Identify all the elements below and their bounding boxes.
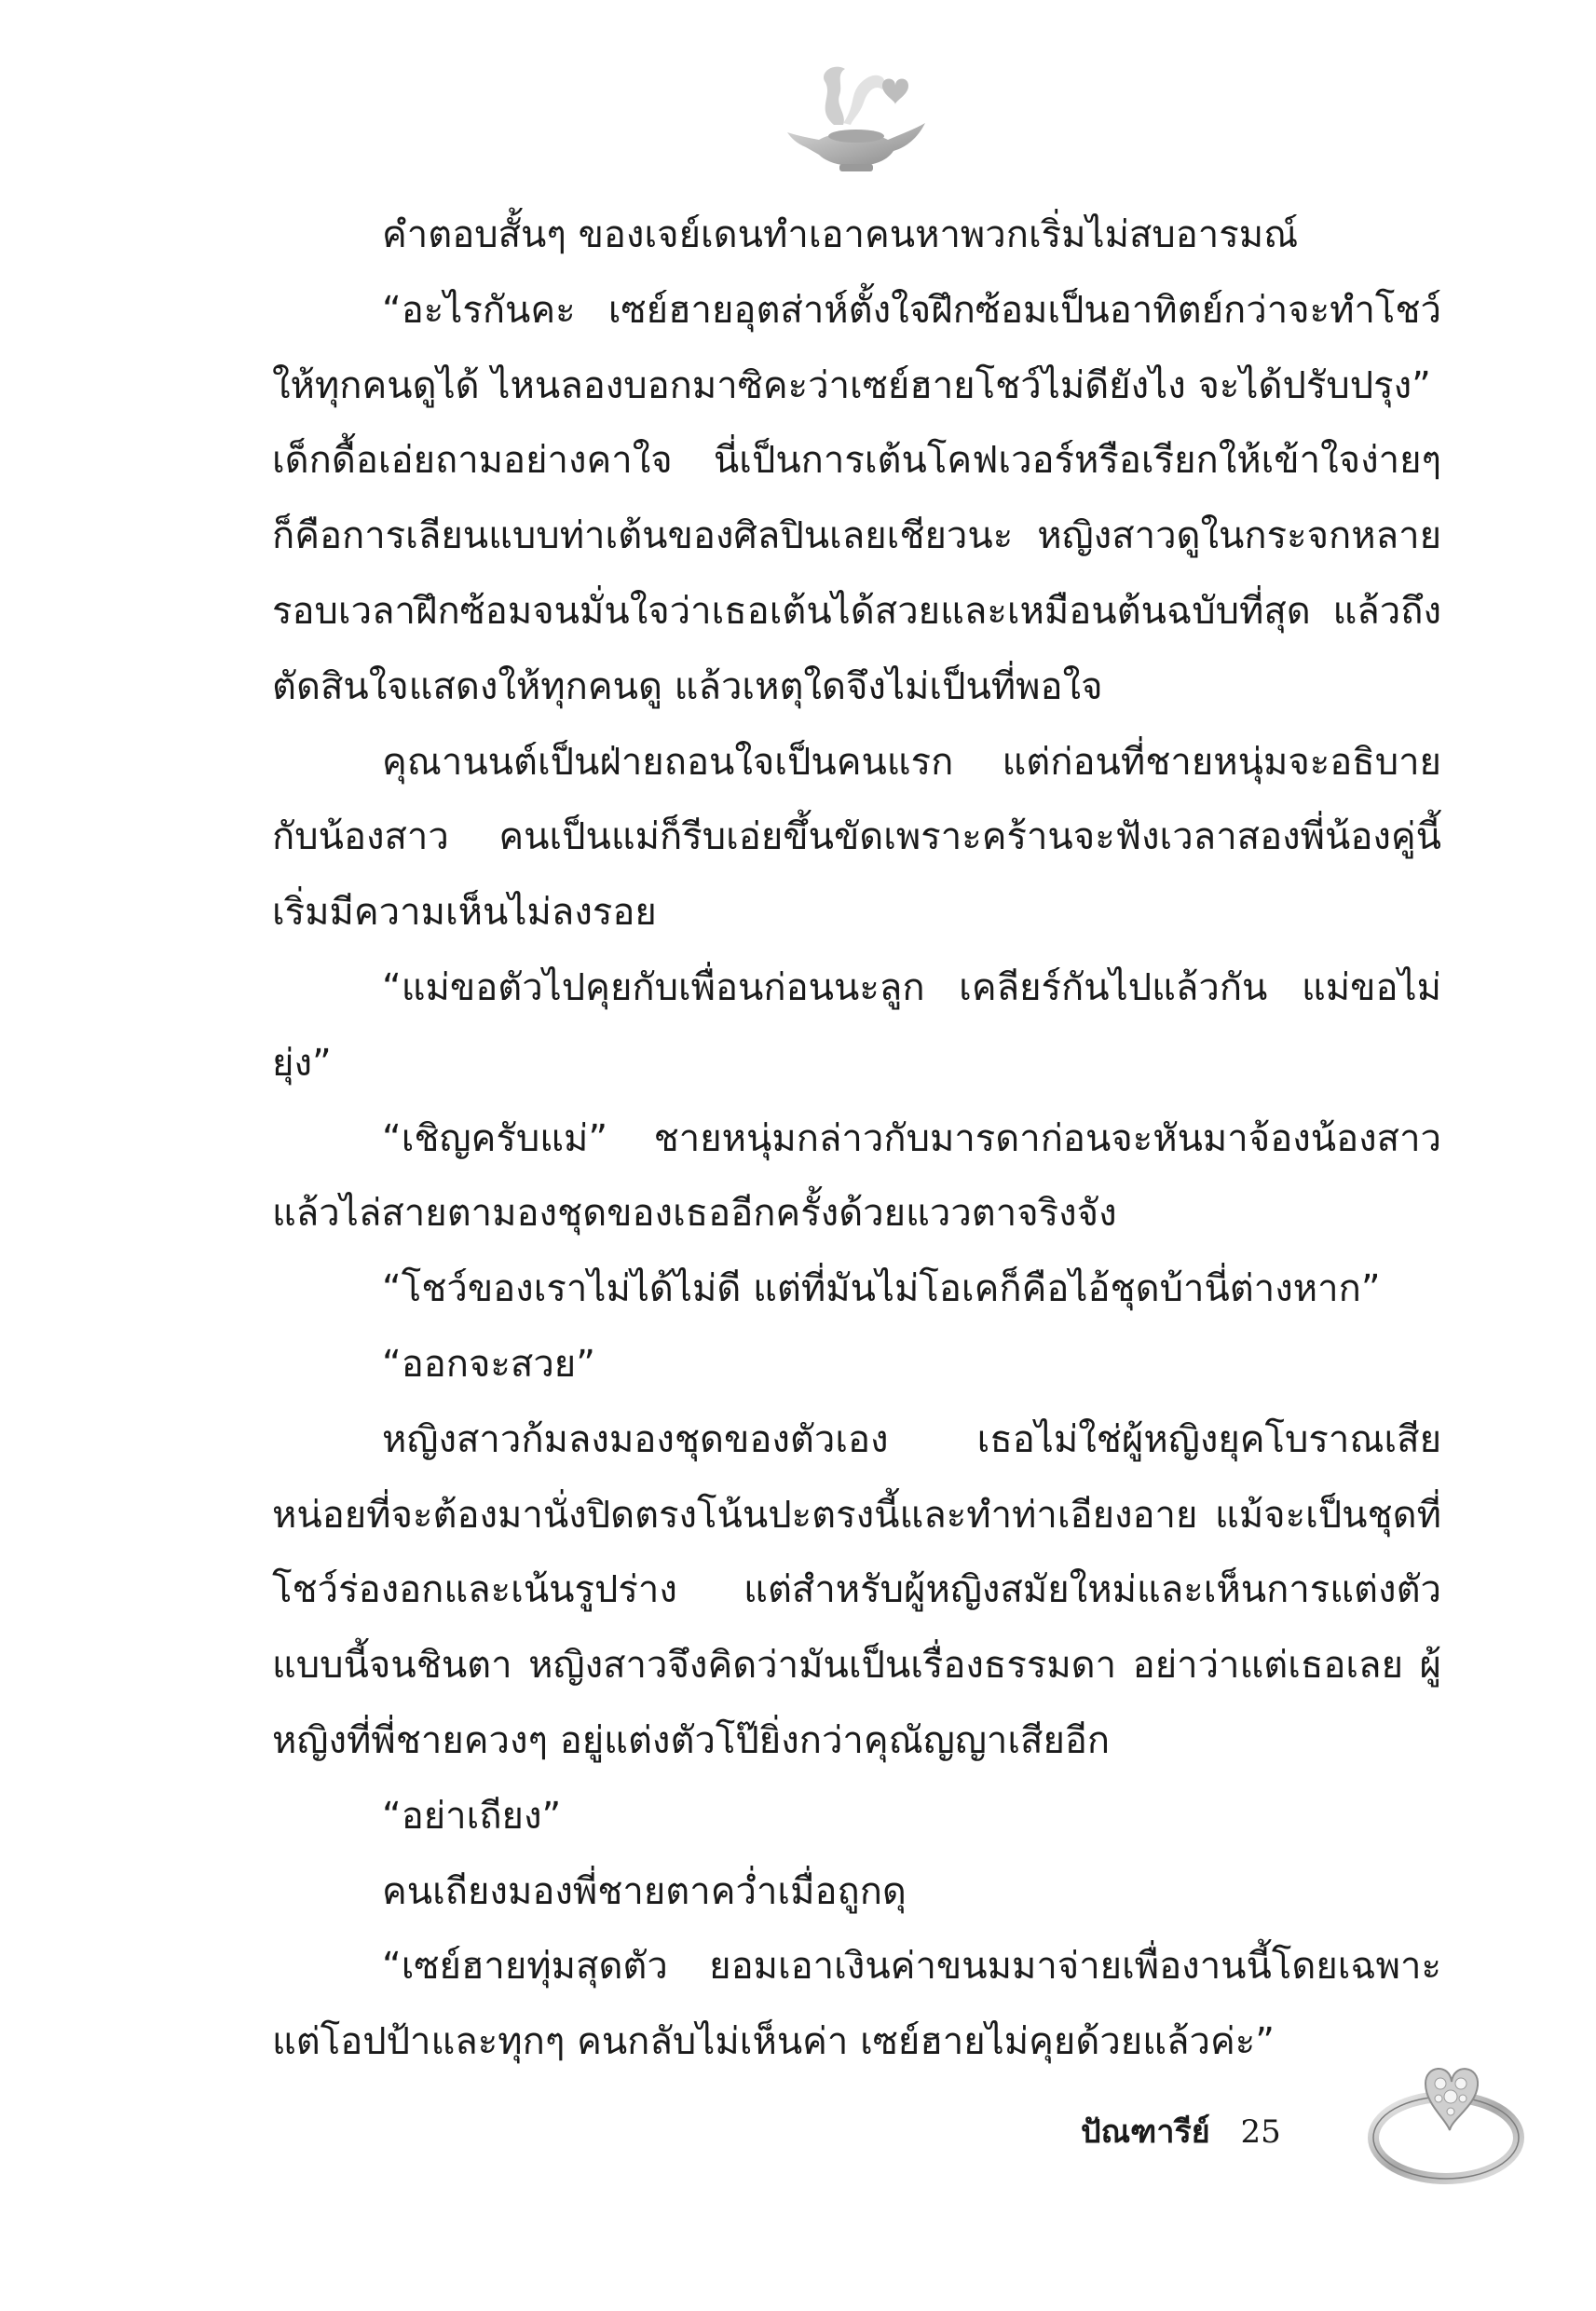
- paragraph: “เซย์ฮายทุ่มสุดตัว ยอมเอาเงินค่าขนมมาจ่ายเพื่องานนี้โดยเฉพาะแต่โอปป้าและทุกๆ คนกลับไม่เห็นค่า เซย์ฮายไม่คุยด้วยแล้วค่ะ”: [272, 1945, 1441, 2064]
- page-number: 25: [1240, 2113, 1281, 2151]
- paragraph: “โชว์ของเราไม่ได้ไม่ดี แต่ที่มันไม่โอเคก็คือไอ้ชุดบ้านี่ต่างหาก”: [382, 1267, 1381, 1311]
- book-title: ปัณฑารีย์: [1081, 2113, 1210, 2151]
- paragraph: หญิงสาวก้มลงมองชุดของตัวเอง เธอไม่ใช่ผู้หญิงยุคโบราณเสียหน่อยที่จะต้องมานั่งปิดตรงโน้นปะตรงนี้และทำท่าเอียงอาย แม้จะเป็นชุดที่โชว์ร่องอกและเน้นรูปร่าง แต่สำหรับผู้หญิงสมัยใหม่และเห็นการแต่งตัวแบบนี้จนชินตา หญิงสาวจึงคิดว่ามันเป็นเรื่องธรรมดา อย่าว่าแต่เธอเลย ผู้หญิงที่พี่ชายควงๆ อยู่แต่งตัวโป๊ยิ่งกว่าคุณัญญาเสียอีก: [272, 1417, 1441, 1762]
- paragraph: เด็กดื้อเอ่ยถามอย่างคาใจ นี่เป็นการเต้นโคฟเวอร์หรือเรียกให้เข้าใจง่ายๆ ก็คือการเลียนแบบท่าเต้นของศิลปินเลยเชียวนะ หญิงสาวดูในกระจกหลายรอบเวลาฝึกซ้อมจนมั่นใจว่าเธอเต้นได้สวยและเหมือนต้นฉบับที่สุด แล้วถึงตัดสินใจแสดงให้ทุกคนดู แล้วเหตุใดจึงไม่เป็นที่พอใจ: [272, 439, 1441, 708]
- paragraph: คนเถียงมองพี่ชายตาคว่ำเมื่อถูกดุ: [382, 1869, 907, 1913]
- body-text: [272, 198, 1441, 2080]
- diamond-ring-icon: [1360, 2041, 1537, 2199]
- paragraph: “ออกจะสวย”: [382, 1342, 595, 1386]
- paragraph: “เชิญครับแม่” ชายหนุ่มกล่าวกับมารดาก่อนจะหันมาจ้องน้องสาว แล้วไล่สายตามองชุดของเธออีกครั้งด้วยแววตาจริงจัง: [272, 1116, 1441, 1236]
- paragraph: คุณานนต์เป็นฝ่ายถอนใจเป็นคนแรก แต่ก่อนที่ชายหนุ่มจะอธิบายกับน้องสาว คนเป็นแม่ก็รีบเอ่ยขึ้นขัดเพราะคร้านจะฟังเวลาสองพี่น้องคู่นี้เริ่มมีความเห็นไม่ลงรอย: [272, 740, 1441, 935]
- paragraph: คำตอบสั้นๆ ของเจย์เดนทำเอาคนหาพวกเริ่มไม่สบอารมณ์: [382, 213, 1299, 256]
- paragraph: “อะไรกันคะ เซย์ฮายอุตส่าห์ตั้งใจฝึกซ้อมเป็นอาทิตย์กว่าจะทำโชว์ให้ทุกคนดูได้ ไหนลองบอกมาซิคะว่าเซย์ฮายโชว์ไม่ดียังไง จะได้ปรับปรุง”: [272, 288, 1441, 407]
- paragraph: “อย่าเถียง”: [382, 1794, 562, 1838]
- paragraph: “แม่ขอตัวไปคุยกับเพื่อนก่อนนะลูก เคลียร์กันไปแล้วกัน แม่ขอไม่ยุ่ง”: [272, 965, 1441, 1085]
- page-footer: [1081, 2104, 1281, 2160]
- genie-lamp-icon: [778, 58, 936, 179]
